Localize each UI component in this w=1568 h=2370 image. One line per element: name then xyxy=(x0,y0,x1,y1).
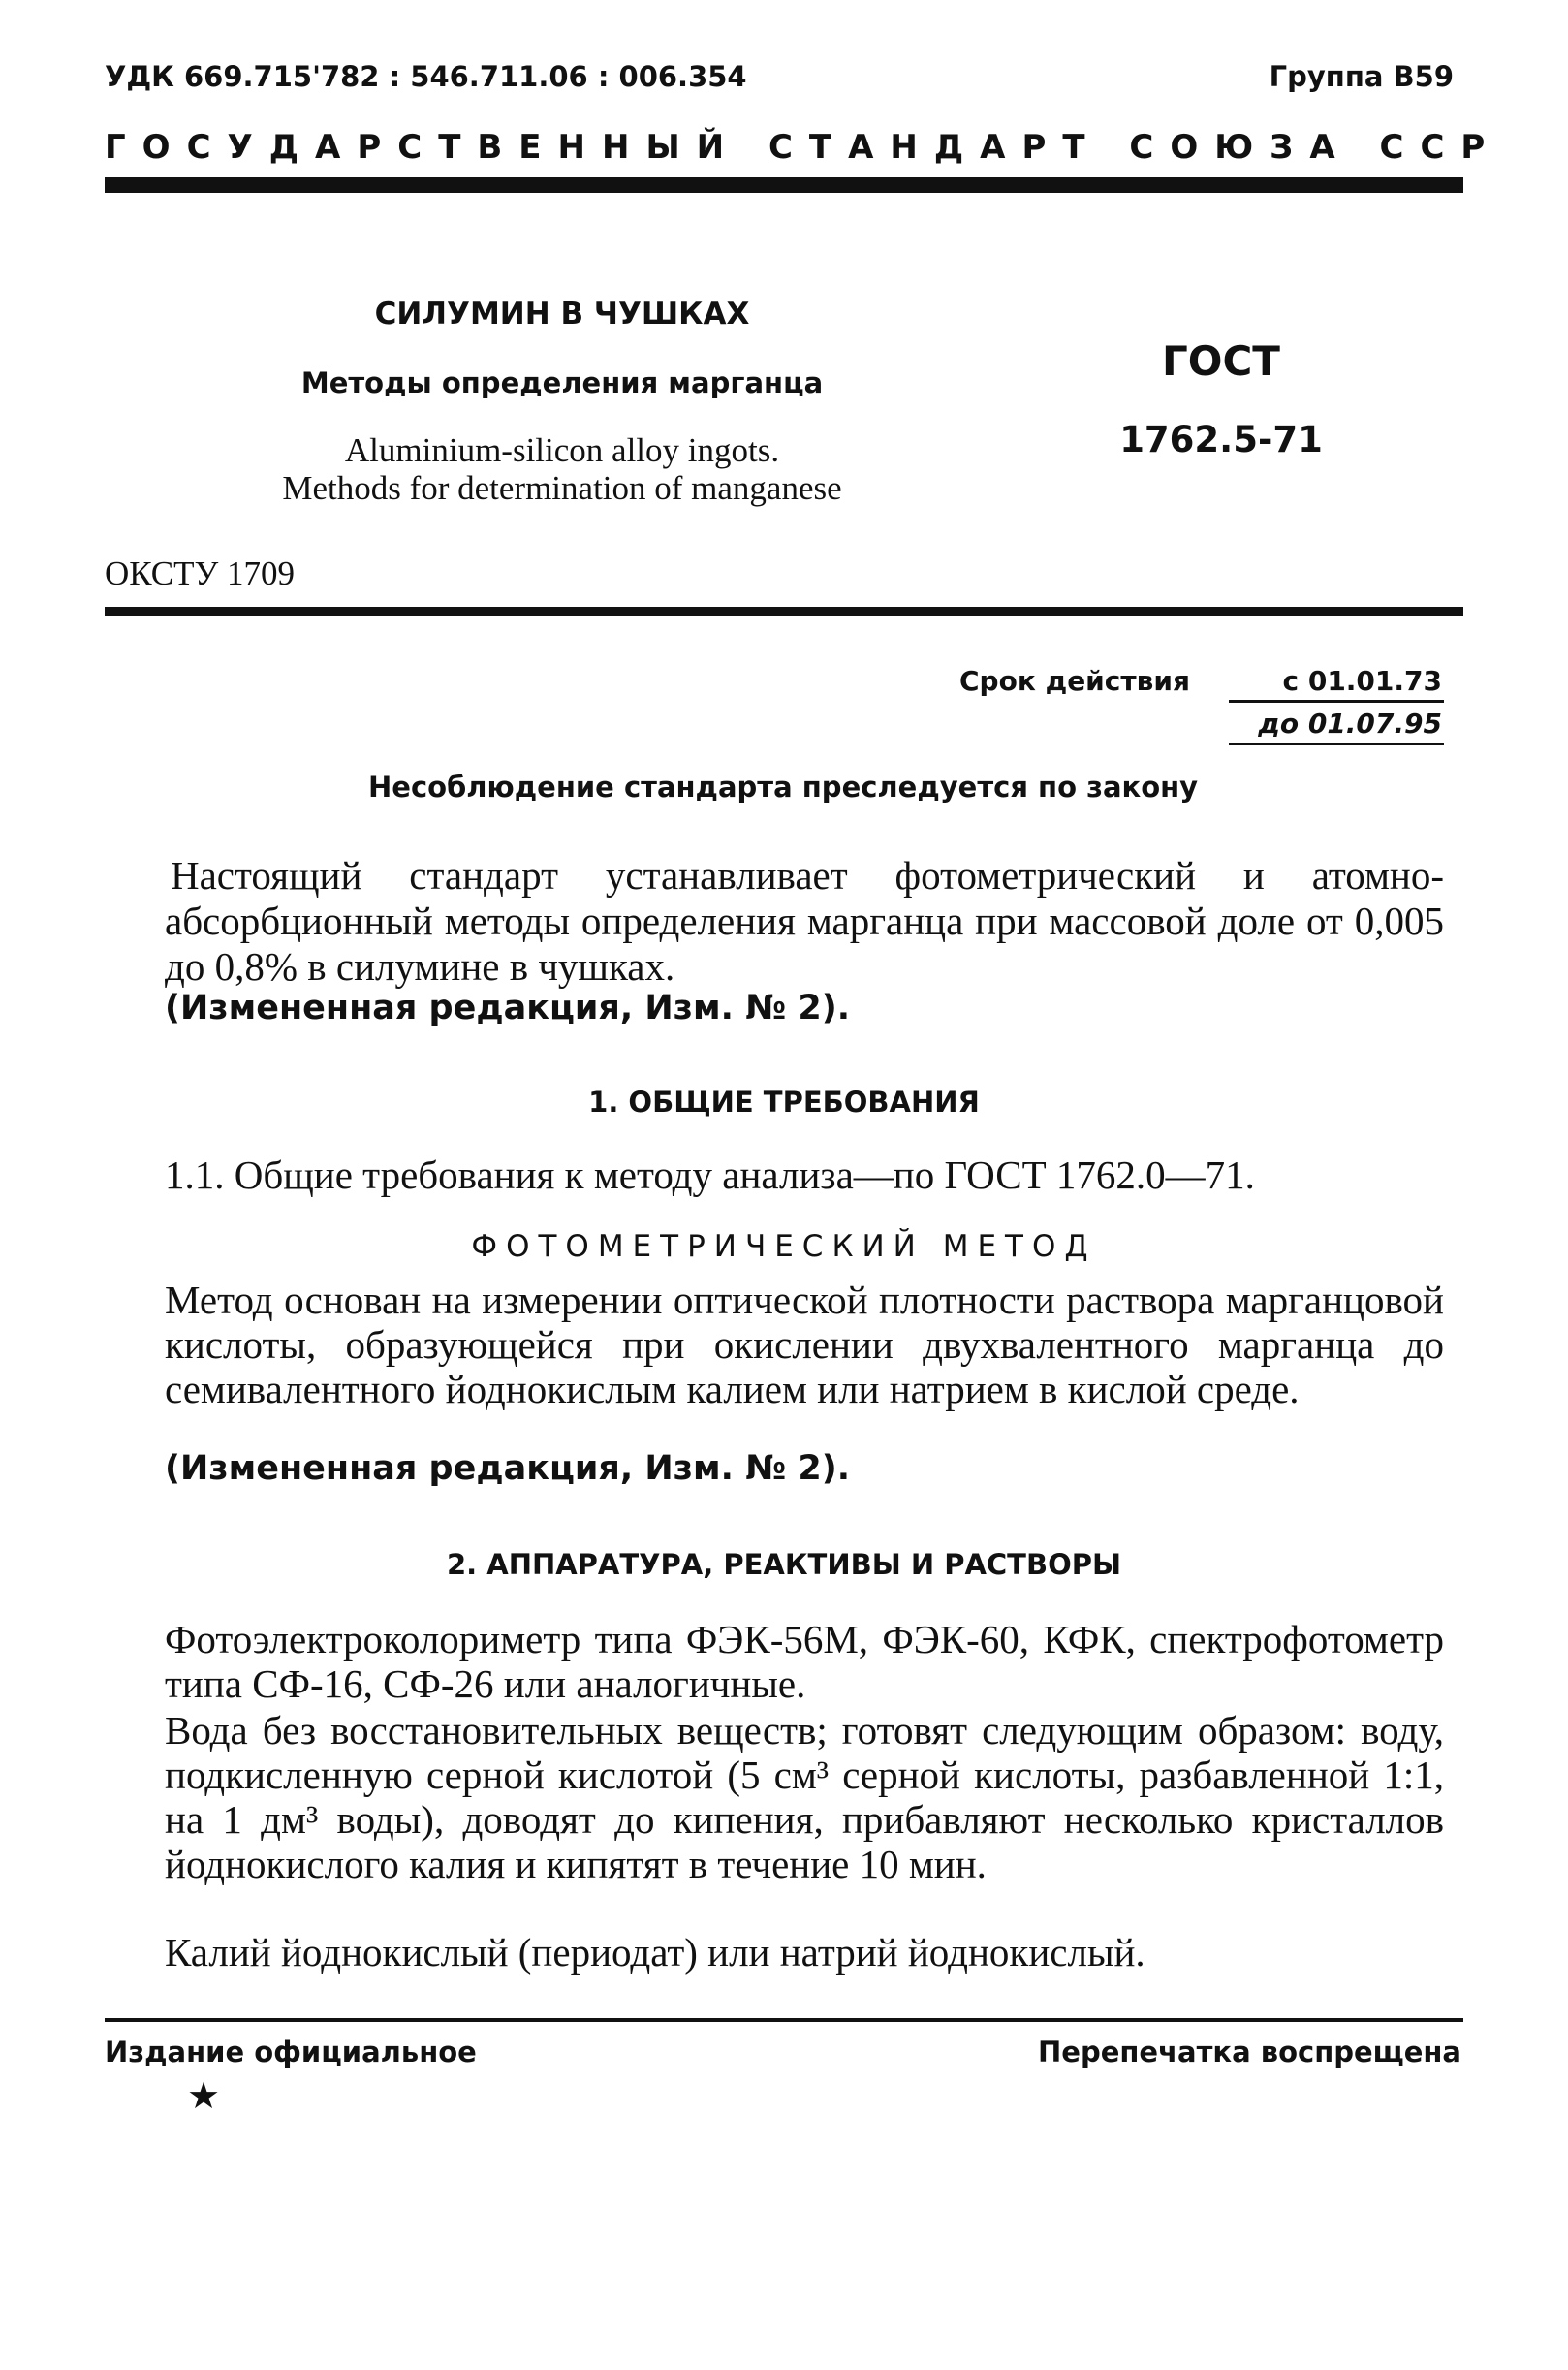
okstu-code: ОКСТУ 1709 xyxy=(105,554,296,592)
section2-text-1: Фотоэлектроколориметр типа ФЭК-56М, ФЭК-60, КФК, спектрофотометр типа СФ-16, СФ-26 или аналогичные. xyxy=(165,1617,1444,1706)
section2-paragraph-1 xyxy=(165,1617,1444,1706)
gost-label: ГОСТ xyxy=(1162,337,1280,385)
validity-rule-1 xyxy=(1229,700,1444,703)
standard-line: ГОСУДАРСТВЕННЫЙ СТАНДАРТ СОЮЗА ССР xyxy=(105,128,1502,167)
section2-text-2: Вода без восстановительных веществ; готовят следующим образом: воду, подкисленную серной кислотой (5 см³ серной кислоты, разбавленной 1:1, на 1 дм³ воды), доводят до кипения, прибавляют несколько кристаллов йоднокислого калия и кипятят в течение 10 мин. xyxy=(165,1708,1444,1886)
intro-amendment: (Измененная редакция, Изм. № 2). xyxy=(165,989,851,1027)
photometric-text: Метод основан на измерении оптической плотности раствора марганцовой кислоты, образующейся при окислении двухвалентного марганца до семивалентного йоднокислым калием или натрием в кислой среде. xyxy=(165,1278,1444,1411)
validity-from: с 01.01.73 xyxy=(1282,665,1442,697)
title-rule xyxy=(105,607,1463,616)
validity-to: до 01.07.95 xyxy=(1258,708,1442,740)
intro-paragraph xyxy=(165,853,1444,990)
title-english-line2: Methods for determination of manganese xyxy=(282,469,842,507)
star-icon: ★ xyxy=(187,2074,221,2117)
section1-paragraph: 1.1. Общие требования к методу анализа—по ГОСТ 1762.0—71. xyxy=(165,1153,1255,1197)
footer-rule xyxy=(105,2018,1463,2022)
section2-paragraph-2 xyxy=(165,1708,1444,1886)
udc-code: УДК 669.715'782 : 546.711.06 : 006.354 xyxy=(105,60,747,93)
photometric-heading: ФОТОМЕТРИЧЕСКИЙ МЕТОД xyxy=(471,1229,1097,1264)
gost-number: 1762.5-71 xyxy=(1119,419,1323,460)
photometric-amendment: (Измененная редакция, Изм. № 2). xyxy=(165,1449,851,1488)
footer-official-edition: Издание официальное xyxy=(105,2036,477,2069)
photometric-paragraph xyxy=(165,1278,1444,1411)
footer-reprint-notice: Перепечатка воспрещена xyxy=(1038,2036,1461,2069)
law-notice: Несоблюдение стандарта преследуется по закону xyxy=(368,771,1199,804)
section1-heading: 1. ОБЩИЕ ТРЕБОВАНИЯ xyxy=(588,1086,980,1119)
title-english-line1: Aluminium-silicon alloy ingots. xyxy=(344,431,780,469)
section2-paragraph-3: Калий йоднокислый (периодат) или натрий йоднокислый. xyxy=(165,1930,1145,1975)
intro-text: Настоящий стандарт устанавливает фотометрический и атомно-абсорбционный методы определения марганца при массовой доле от 0,005 до 0,8% в силумине в чушках. xyxy=(165,853,1444,989)
section2-heading: 2. АППАРАТУРА, РЕАКТИВЫ И РАСТВОРЫ xyxy=(446,1548,1122,1581)
title-main: СИЛУМИН В ЧУШКАХ xyxy=(374,297,750,332)
validity-rule-2 xyxy=(1229,743,1444,745)
validity-label: Срок действия xyxy=(959,665,1190,697)
title-sub: Методы определения марганца xyxy=(300,366,824,399)
header-rule xyxy=(105,177,1463,193)
group-code: Группа В59 xyxy=(1269,60,1454,93)
